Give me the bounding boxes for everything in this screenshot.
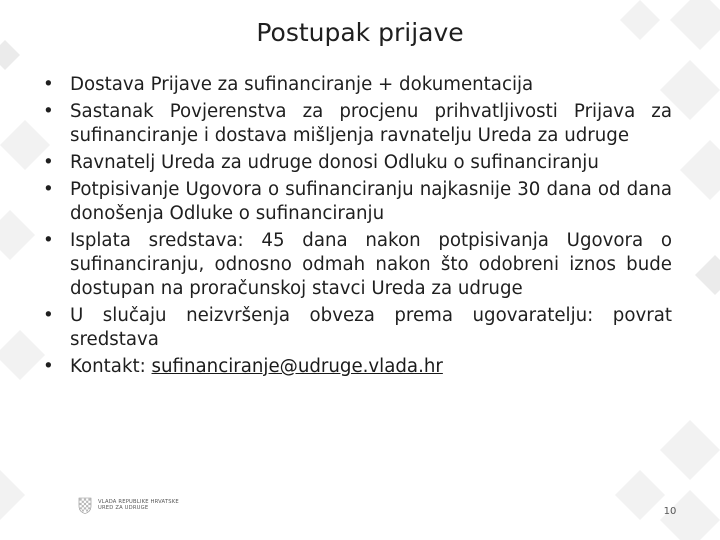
- footer-logo: [78, 496, 179, 514]
- contact-label: Kontakt:: [70, 356, 152, 377]
- bullet-item-contact: [40, 355, 672, 379]
- logo-line-1: VLADA REPUBLIKE HRVATSKE: [98, 499, 179, 505]
- bullet-item-decision: • Ravnatelj Ureda za udruge donosi Odluku o sufinanciranju: [40, 151, 672, 175]
- page-number: 10: [663, 506, 677, 517]
- bullet-item-payment: • Isplata sredstava: 45 dana nakon potpisivanja Ugovora o sufinanciranju, odnosno odmah nakon što odobreni iznos bude dostupan na proračunskoj stavci Ureda za udruge: [40, 229, 672, 301]
- bullet-item-submission: • Dostava Prijave za sufinanciranje + dokumentacija: [40, 73, 672, 97]
- contact-email-link[interactable]: sufinanciranje@udruge.vlada.hr: [151, 356, 443, 377]
- bullet-item-committee-meeting: • Sastanak Povjerenstva za procjenu prihvatljivosti Prijava za sufinanciranje i dostava mišljenja ravnatelju Ureda za udruge: [40, 100, 672, 148]
- bullet-item-refund: • U slučaju neizvršenja obveza prema ugovaratelju: povrat sredstava: [40, 304, 672, 352]
- footer-logo-text: [98, 499, 179, 511]
- slide-title: Postupak prijave: [256, 18, 464, 47]
- bullet-item-contract-signing: • Potpisivanje Ugovora o sufinanciranju najkasnije 30 dana od dana donošenja Odluke o sufinanciranju: [40, 178, 672, 226]
- logo-line-2: URED ZA UDRUGE: [98, 505, 149, 511]
- bullet-list: [40, 73, 672, 382]
- croatian-coat-of-arms-icon: [78, 496, 92, 514]
